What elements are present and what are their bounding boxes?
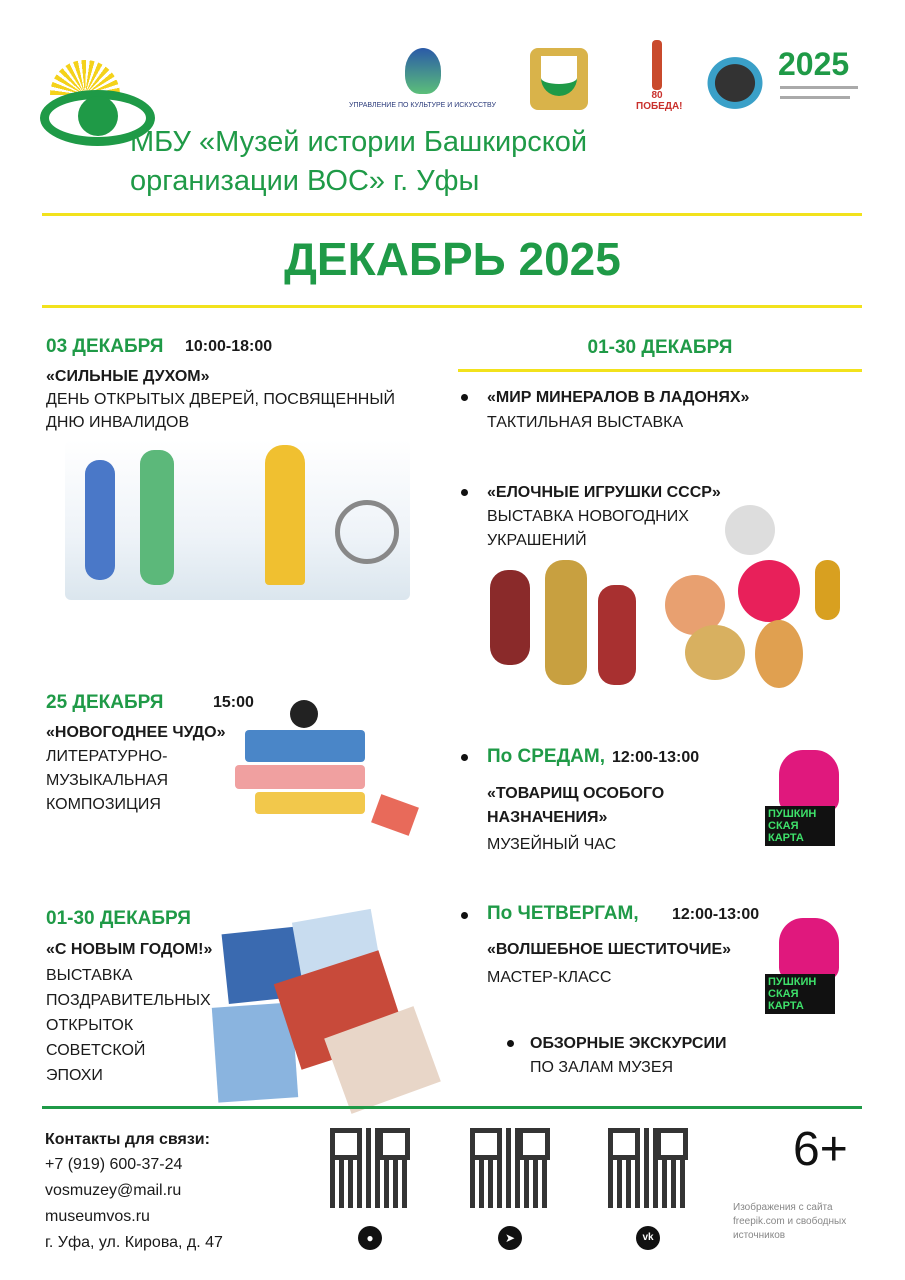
item3-title: «ТОВАРИЩ ОСОБОГО (487, 785, 665, 802)
org-name-line2: организации ВОС» г. Уфы (130, 165, 480, 197)
bullet (507, 1040, 514, 1047)
pushkin-card-logo: ПУШКИН СКАЯ КАРТА (765, 918, 861, 1014)
age-rating: 6+ (793, 1123, 848, 1176)
event1-desc: ДЕНЬ ОТКРЫТЫХ ДВЕРЕЙ, ПОСВЯЩЕННЫЙ (46, 391, 395, 408)
event1-title: «СИЛЬНЫЕ ДУХОМ» (46, 368, 210, 385)
address: г. Уфа, ул. Кирова, д. 47 (45, 1234, 223, 1251)
phone[interactable]: +7 (919) 600-37-24 (45, 1156, 183, 1173)
event2-desc: КОМПОЗИЦИЯ (46, 796, 161, 813)
event1-date: 03 ДЕКАБРЯ (46, 336, 164, 357)
image-credit: Изображения с сайта (733, 1202, 833, 1213)
website-link[interactable]: museumvos.ru (45, 1208, 150, 1225)
event3-desc: ПОЗДРАВИТЕЛЬНЫХ (46, 992, 211, 1009)
item2-title: «ЕЛОЧНЫЕ ИГРУШКИ СССР» (487, 484, 721, 501)
pushkin-card-logo: ПУШКИН СКАЯ КАРТА (765, 750, 861, 846)
event2-desc: ЛИТЕРАТУРНО- (46, 748, 168, 765)
bullet (461, 489, 468, 496)
item5-title: ОБЗОРНЫЕ ЭКСКУРСИИ (530, 1035, 727, 1052)
event3-desc: ОТКРЫТОК (46, 1017, 134, 1034)
qr-code[interactable] (330, 1128, 410, 1208)
people-illustration (65, 440, 410, 600)
culture-logo-text: УПРАВЛЕНИЕ ПО КУЛЬТУРЕ И ИСКУССТВУ (349, 102, 496, 109)
event2-time: 15:00 (213, 694, 254, 711)
event3-date: 01-30 ДЕКАБРЯ (46, 908, 191, 929)
qr-code[interactable] (608, 1128, 688, 1208)
bullet (461, 394, 468, 401)
event1-time: 10:00-18:00 (185, 338, 273, 355)
email-link[interactable]: vosmuzey@mail.ru (45, 1182, 182, 1199)
event2-desc: МУЗЫКАЛЬНАЯ (46, 772, 169, 789)
item1-title: «МИР МИНЕРАЛОВ В ЛАДОНЯХ» (487, 389, 750, 406)
telegram-icon[interactable]: ➤ (498, 1226, 522, 1250)
org-name-line1: МБУ «Музей истории Башкирской (130, 126, 588, 158)
item2-desc: ВЫСТАВКА НОВОГОДНИХ (487, 508, 689, 525)
qr-code[interactable] (470, 1128, 550, 1208)
item5-desc: ПО ЗАЛАМ МУЗЕЯ (530, 1059, 674, 1076)
bullet (461, 912, 468, 919)
vk-icon[interactable]: vk (636, 1226, 660, 1250)
event1-desc: ДНЮ ИНВАЛИДОВ (46, 414, 190, 431)
victory-80-logo: 80 ПОБЕДА! (636, 40, 678, 118)
event3-title: «С НОВЫМ ГОДОМ!» (46, 941, 213, 958)
item4-desc: МАСТЕР-КЛАСС (487, 969, 612, 986)
year-2025-logo: 2025 (700, 50, 865, 120)
event2-date: 25 ДЕКАБРЯ (46, 692, 164, 713)
culture-logo (340, 48, 505, 118)
books-illustration (225, 670, 430, 865)
item3-desc: МУЗЕЙНЫЙ ЧАС (487, 836, 617, 853)
image-credit: freepik.com и свободных (733, 1216, 847, 1227)
item3-day: По СРЕДАМ, (487, 746, 605, 767)
event3-desc: ВЫСТАВКА (46, 967, 133, 984)
item1-desc: ТАКТИЛЬНАЯ ВЫСТАВКА (487, 414, 684, 431)
item2-desc: УКРАШЕНИЙ (487, 532, 587, 549)
postcards-image (215, 910, 440, 1110)
image-credit: источников (733, 1230, 786, 1241)
ufa-coat-of-arms-icon (530, 48, 588, 110)
divider (42, 305, 862, 308)
item3-title: НАЗНАЧЕНИЯ» (487, 809, 608, 826)
item3-time: 12:00-13:00 (612, 749, 700, 766)
month-title: ДЕКАБРЬ 2025 (284, 233, 621, 285)
item4-title: «ВОЛШЕБНОЕ ШЕСТИТОЧИЕ» (487, 941, 732, 958)
contacts-label: Контакты для связи: (45, 1131, 210, 1148)
event2-title: «НОВОГОДНЕЕ ЧУДО» (46, 724, 226, 741)
event3-desc: ЭПОХИ (46, 1067, 103, 1084)
bullet (461, 754, 468, 761)
event3-desc: СОВЕТСКОЙ (46, 1042, 146, 1059)
christmas-ornaments-image (480, 490, 862, 695)
divider (42, 1106, 862, 1109)
item4-time: 12:00-13:00 (672, 906, 760, 923)
item4-day: По ЧЕТВЕРГАМ, (487, 903, 639, 924)
right-header-date: 01-30 ДЕКАБРЯ (587, 337, 733, 358)
divider (458, 369, 862, 372)
divider (42, 213, 862, 216)
lyre-icon (405, 48, 441, 94)
odnoklassniki-icon[interactable]: ● (358, 1226, 382, 1250)
